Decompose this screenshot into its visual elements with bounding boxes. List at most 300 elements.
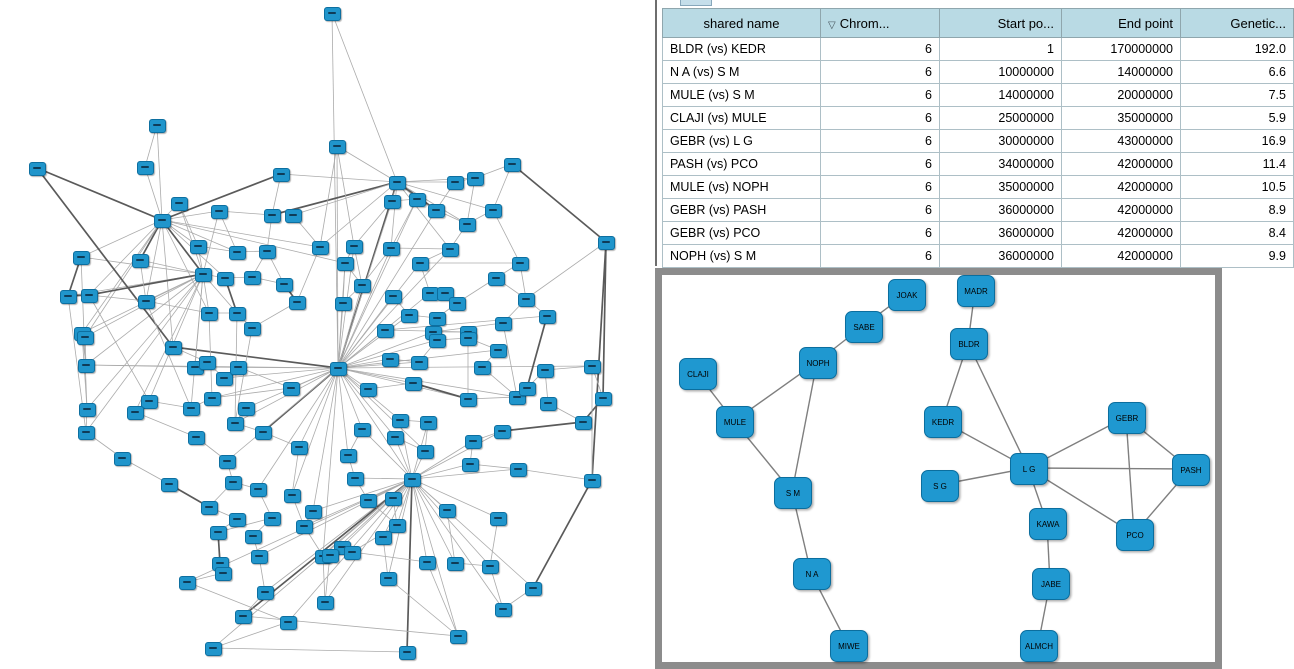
graph-node[interactable] bbox=[251, 550, 268, 564]
cell-value[interactable]: 10000000 bbox=[940, 61, 1062, 84]
graph-node[interactable] bbox=[312, 241, 329, 255]
graph-node[interactable] bbox=[257, 586, 274, 600]
graph-node[interactable] bbox=[950, 328, 988, 360]
graph-node-label bbox=[259, 431, 267, 433]
graph-node[interactable] bbox=[255, 426, 272, 440]
graph-node[interactable] bbox=[114, 452, 131, 466]
graph-node[interactable] bbox=[149, 119, 166, 133]
cell-value[interactable]: 36000000 bbox=[940, 245, 1062, 268]
cell-shared-name[interactable]: MULE (vs) NOPH bbox=[663, 176, 821, 199]
graph-node[interactable] bbox=[77, 331, 94, 345]
graph-node[interactable] bbox=[183, 402, 200, 416]
graph-node-label bbox=[387, 247, 395, 249]
graph-node-label bbox=[522, 298, 530, 300]
cell-value[interactable]: 20000000 bbox=[1062, 84, 1181, 107]
table-row[interactable] bbox=[663, 176, 1294, 199]
graph-node[interactable] bbox=[716, 406, 754, 438]
graph-node[interactable] bbox=[490, 512, 507, 526]
cell-value[interactable]: 16.9 bbox=[1181, 130, 1294, 153]
graph-node[interactable] bbox=[405, 377, 422, 391]
graph-node[interactable] bbox=[387, 431, 404, 445]
graph-node-label bbox=[393, 524, 401, 526]
column-header-chromosome[interactable] bbox=[821, 9, 940, 38]
graph-node[interactable] bbox=[389, 176, 406, 190]
graph-node[interactable] bbox=[347, 472, 364, 486]
graph-node-label bbox=[203, 361, 211, 363]
graph-node[interactable] bbox=[459, 218, 476, 232]
graph-node[interactable] bbox=[204, 392, 221, 406]
graph-node[interactable] bbox=[921, 470, 959, 502]
graph-node-label bbox=[523, 387, 531, 389]
graph-node-label bbox=[543, 315, 551, 317]
graph-node[interactable] bbox=[494, 425, 511, 439]
graph-node[interactable] bbox=[1032, 568, 1070, 600]
graph-node-label bbox=[463, 223, 471, 225]
graph-node[interactable] bbox=[259, 245, 276, 259]
graph-node[interactable] bbox=[199, 356, 216, 370]
graph-node-label bbox=[81, 336, 89, 338]
graph-node-label bbox=[409, 382, 417, 384]
graph-node[interactable] bbox=[201, 501, 218, 515]
graph-node-label bbox=[494, 517, 502, 519]
cell-shared-name[interactable]: N A (vs) S M bbox=[663, 61, 821, 84]
graph-node[interactable] bbox=[340, 449, 357, 463]
table-row[interactable] bbox=[663, 61, 1294, 84]
cell-shared-name[interactable]: NOPH (vs) S M bbox=[663, 245, 821, 268]
table-row[interactable] bbox=[663, 222, 1294, 245]
graph-node-label bbox=[268, 214, 276, 216]
graph-node[interactable] bbox=[195, 268, 212, 282]
cell-value[interactable]: 34000000 bbox=[940, 153, 1062, 176]
graph-node[interactable] bbox=[679, 358, 717, 390]
graph-node-label bbox=[403, 651, 411, 653]
graph-node[interactable] bbox=[385, 492, 402, 506]
graph-node-label bbox=[514, 468, 522, 470]
graph-node[interactable] bbox=[525, 582, 542, 596]
graph-node[interactable] bbox=[375, 531, 392, 545]
graph-node[interactable] bbox=[244, 322, 261, 336]
graph-node-label bbox=[471, 177, 479, 179]
graph-node[interactable] bbox=[229, 246, 246, 260]
graph-node[interactable] bbox=[354, 423, 371, 437]
cell-value[interactable]: 6 bbox=[821, 176, 940, 199]
graph-node-label bbox=[588, 479, 596, 481]
graph-node[interactable] bbox=[460, 332, 477, 346]
graph-node-label bbox=[494, 349, 502, 351]
graph-node[interactable] bbox=[285, 209, 302, 223]
graph-node[interactable] bbox=[219, 455, 236, 469]
cell-value[interactable]: 42000000 bbox=[1062, 199, 1181, 222]
graph-node[interactable] bbox=[280, 616, 297, 630]
graph-node[interactable] bbox=[1172, 454, 1210, 486]
graph-node-label bbox=[451, 562, 459, 564]
graph-node[interactable] bbox=[420, 416, 437, 430]
graph-node[interactable] bbox=[384, 195, 401, 209]
graph-node[interactable] bbox=[354, 279, 371, 293]
graph-node-label bbox=[118, 457, 126, 459]
cell-value[interactable]: 35000000 bbox=[1062, 107, 1181, 130]
graph-node-label bbox=[131, 411, 139, 413]
cell-value[interactable]: 36000000 bbox=[940, 222, 1062, 245]
graph-node[interactable] bbox=[1029, 508, 1067, 540]
graph-node[interactable] bbox=[450, 630, 467, 644]
graph-node[interactable] bbox=[284, 489, 301, 503]
graph-node[interactable] bbox=[78, 426, 95, 440]
graph-node[interactable] bbox=[190, 240, 207, 254]
graph-node[interactable] bbox=[335, 297, 352, 311]
graph-node[interactable] bbox=[201, 307, 218, 321]
graph-node-label bbox=[229, 481, 237, 483]
graph-node[interactable] bbox=[79, 403, 96, 417]
graph-node[interactable] bbox=[154, 214, 171, 228]
graph-node[interactable] bbox=[429, 312, 446, 326]
graph-node[interactable] bbox=[512, 257, 529, 271]
table-row[interactable] bbox=[663, 153, 1294, 176]
cell-value[interactable]: 25000000 bbox=[940, 107, 1062, 130]
graph-node-label: S M bbox=[785, 488, 801, 498]
graph-node-label bbox=[175, 202, 183, 204]
graph-node-label bbox=[489, 209, 497, 211]
graph-node[interactable] bbox=[490, 344, 507, 358]
graph-node-label bbox=[464, 337, 472, 339]
cell-shared-name[interactable]: GEBR (vs) PASH bbox=[663, 199, 821, 222]
graph-node-label bbox=[280, 283, 288, 285]
cell-value[interactable]: 42000000 bbox=[1062, 153, 1181, 176]
table-row[interactable] bbox=[663, 245, 1294, 268]
graph-node[interactable] bbox=[539, 310, 556, 324]
graph-node-label bbox=[464, 398, 472, 400]
cell-value[interactable]: 6 bbox=[821, 245, 940, 268]
cell-value[interactable]: 42000000 bbox=[1062, 176, 1181, 199]
cell-value[interactable]: 36000000 bbox=[940, 199, 1062, 222]
graph-node[interactable] bbox=[238, 402, 255, 416]
graph-node[interactable] bbox=[227, 417, 244, 431]
graph-node[interactable] bbox=[575, 416, 592, 430]
cell-value[interactable]: 6 bbox=[821, 153, 940, 176]
graph-node-label bbox=[389, 497, 397, 499]
graph-node-label bbox=[424, 421, 432, 423]
graph-node[interactable] bbox=[399, 646, 416, 660]
graph-node[interactable] bbox=[419, 556, 436, 570]
cell-value[interactable]: 6.6 bbox=[1181, 61, 1294, 84]
graph-node-label bbox=[478, 366, 486, 368]
graph-node[interactable] bbox=[537, 364, 554, 378]
graph-node-label bbox=[413, 198, 421, 200]
graph-node[interactable] bbox=[264, 512, 281, 526]
graph-node[interactable] bbox=[1020, 630, 1058, 662]
filtered-network-panel bbox=[655, 268, 1222, 669]
graph-node[interactable] bbox=[429, 334, 446, 348]
graph-node-label bbox=[231, 422, 239, 424]
table-row[interactable] bbox=[663, 38, 1294, 61]
graph-node[interactable] bbox=[793, 558, 831, 590]
cell-shared-name[interactable]: CLAJI (vs) MULE bbox=[663, 107, 821, 130]
filter-icon[interactable]: ▽ bbox=[828, 19, 836, 31]
graph-node-label bbox=[326, 554, 334, 556]
graph-node-label bbox=[191, 366, 199, 368]
graph-node[interactable] bbox=[584, 360, 601, 374]
cell-value[interactable]: 1 bbox=[940, 38, 1062, 61]
graph-node[interactable] bbox=[317, 596, 334, 610]
graph-node-label bbox=[194, 245, 202, 247]
graph-node[interactable] bbox=[495, 317, 512, 331]
column-header-genetic[interactable]: Genetic... bbox=[1181, 9, 1294, 38]
graph-node[interactable] bbox=[179, 576, 196, 590]
graph-node-label bbox=[33, 167, 41, 169]
graph-node[interactable] bbox=[337, 257, 354, 271]
graph-node-label bbox=[220, 377, 228, 379]
cell-value[interactable]: 14000000 bbox=[940, 84, 1062, 107]
graph-node[interactable] bbox=[1116, 519, 1154, 551]
graph-node[interactable] bbox=[482, 560, 499, 574]
column-header-shared-name[interactable]: shared name bbox=[663, 9, 821, 38]
graph-node[interactable] bbox=[383, 242, 400, 256]
cell-value[interactable]: 5.9 bbox=[1181, 107, 1294, 130]
cell-value[interactable]: 170000000 bbox=[1062, 38, 1181, 61]
graph-node[interactable] bbox=[296, 520, 313, 534]
graph-node[interactable] bbox=[467, 172, 484, 186]
graph-node[interactable] bbox=[132, 254, 149, 268]
graph-node-label bbox=[379, 536, 387, 538]
graph-node[interactable] bbox=[205, 642, 222, 656]
graph-node[interactable] bbox=[519, 382, 536, 396]
cell-value[interactable]: 8.4 bbox=[1181, 222, 1294, 245]
cell-value[interactable]: 9.9 bbox=[1181, 245, 1294, 268]
column-header-chromosome-label: Chrom... bbox=[839, 15, 890, 31]
column-header-end-point[interactable]: End point bbox=[1062, 9, 1181, 38]
graph-node-label bbox=[300, 525, 308, 527]
graph-node-label bbox=[421, 450, 429, 452]
graph-node[interactable] bbox=[244, 271, 261, 285]
graph-node[interactable] bbox=[510, 463, 527, 477]
graph-node[interactable] bbox=[439, 504, 456, 518]
graph-node[interactable] bbox=[485, 204, 502, 218]
graph-node[interactable] bbox=[389, 519, 406, 533]
table-row[interactable] bbox=[663, 84, 1294, 107]
graph-node-label bbox=[529, 587, 537, 589]
graph-node[interactable] bbox=[392, 414, 409, 428]
graph-node-label bbox=[350, 245, 358, 247]
graph-node[interactable] bbox=[377, 324, 394, 338]
graph-node[interactable] bbox=[217, 272, 234, 286]
graph-node[interactable] bbox=[188, 431, 205, 445]
graph-node[interactable] bbox=[540, 397, 557, 411]
table-row[interactable] bbox=[663, 199, 1294, 222]
graph-node[interactable] bbox=[291, 441, 308, 455]
graph-node-label bbox=[263, 250, 271, 252]
graph-node[interactable] bbox=[449, 297, 466, 311]
graph-node-label bbox=[443, 509, 451, 511]
graph-node[interactable] bbox=[584, 474, 601, 488]
graph-node[interactable] bbox=[380, 572, 397, 586]
graph-node[interactable] bbox=[289, 296, 306, 310]
graph-node[interactable] bbox=[138, 295, 155, 309]
graph-node[interactable] bbox=[924, 406, 962, 438]
graph-node-label bbox=[64, 295, 72, 297]
graph-node[interactable] bbox=[211, 205, 228, 219]
graph-node-label bbox=[142, 300, 150, 302]
graph-node[interactable] bbox=[229, 307, 246, 321]
cell-value[interactable]: 6 bbox=[821, 199, 940, 222]
cell-value[interactable]: 30000000 bbox=[940, 130, 1062, 153]
graph-node-label bbox=[388, 200, 396, 202]
cell-value[interactable]: 35000000 bbox=[940, 176, 1062, 199]
cell-value[interactable]: 6 bbox=[821, 130, 940, 153]
graph-node[interactable] bbox=[324, 7, 341, 21]
cell-value[interactable]: 11.4 bbox=[1181, 153, 1294, 176]
graph-node-label bbox=[579, 421, 587, 423]
graph-node[interactable] bbox=[595, 392, 612, 406]
graph-node[interactable] bbox=[888, 279, 926, 311]
graph-node-label bbox=[341, 262, 349, 264]
graph-node-label: MIWE bbox=[838, 641, 860, 651]
graph-node[interactable] bbox=[460, 393, 477, 407]
column-header-start-point[interactable]: Start po... bbox=[940, 9, 1062, 38]
cell-value[interactable]: 192.0 bbox=[1181, 38, 1294, 61]
graph-node[interactable] bbox=[518, 293, 535, 307]
graph-node-label bbox=[288, 494, 296, 496]
graph-node-label bbox=[358, 284, 366, 286]
graph-node-label bbox=[466, 463, 474, 465]
cell-shared-name[interactable]: GEBR (vs) L G bbox=[663, 130, 821, 153]
cell-value[interactable]: 6 bbox=[821, 84, 940, 107]
graph-node-label bbox=[77, 256, 85, 258]
graph-node[interactable] bbox=[385, 290, 402, 304]
graph-node[interactable] bbox=[417, 445, 434, 459]
graph-node-label bbox=[209, 647, 217, 649]
graph-node[interactable] bbox=[504, 158, 521, 172]
graph-node[interactable] bbox=[273, 168, 290, 182]
cell-value[interactable]: 42000000 bbox=[1062, 222, 1181, 245]
graph-node[interactable] bbox=[330, 362, 347, 376]
graph-node[interactable] bbox=[230, 361, 247, 375]
graph-node-label bbox=[223, 460, 231, 462]
graph-node[interactable] bbox=[78, 359, 95, 373]
cell-value[interactable]: 42000000 bbox=[1062, 245, 1181, 268]
cell-value[interactable]: 8.9 bbox=[1181, 199, 1294, 222]
graph-node[interactable] bbox=[495, 603, 512, 617]
graph-node[interactable] bbox=[409, 193, 426, 207]
table-toolbar-tab-partial[interactable] bbox=[680, 0, 712, 6]
graph-node-label bbox=[136, 259, 144, 261]
graph-node-label bbox=[451, 181, 459, 183]
graph-node-label bbox=[541, 369, 549, 371]
graph-node-label bbox=[239, 615, 247, 617]
graph-node[interactable] bbox=[830, 630, 868, 662]
graph-node[interactable] bbox=[235, 610, 252, 624]
graph-node[interactable] bbox=[411, 356, 428, 370]
graph-node-label: S G bbox=[933, 481, 947, 491]
graph-node[interactable] bbox=[428, 204, 445, 218]
graph-node[interactable] bbox=[360, 494, 377, 508]
cell-value[interactable]: 7.5 bbox=[1181, 84, 1294, 107]
graph-node[interactable] bbox=[29, 162, 46, 176]
cell-shared-name[interactable]: PASH (vs) PCO bbox=[663, 153, 821, 176]
cell-value[interactable]: 6 bbox=[821, 107, 940, 130]
graph-node[interactable] bbox=[127, 406, 144, 420]
graph-node[interactable] bbox=[329, 140, 346, 154]
graph-node[interactable] bbox=[264, 209, 281, 223]
graph-node[interactable] bbox=[774, 477, 812, 509]
cell-value[interactable]: 10.5 bbox=[1181, 176, 1294, 199]
graph-node[interactable] bbox=[276, 278, 293, 292]
graph-node[interactable] bbox=[165, 341, 182, 355]
graph-node[interactable] bbox=[404, 473, 421, 487]
graph-node-label bbox=[205, 506, 213, 508]
graph-node[interactable] bbox=[250, 483, 267, 497]
cell-value[interactable]: 6 bbox=[821, 38, 940, 61]
graph-node[interactable] bbox=[442, 243, 459, 257]
graph-node[interactable] bbox=[957, 275, 995, 307]
graph-node[interactable] bbox=[462, 458, 479, 472]
graph-node-label bbox=[82, 364, 90, 366]
graph-node[interactable] bbox=[210, 526, 227, 540]
graph-node[interactable] bbox=[137, 161, 154, 175]
graph-node[interactable] bbox=[447, 176, 464, 190]
graph-node[interactable] bbox=[322, 549, 339, 563]
graph-node[interactable] bbox=[1010, 453, 1048, 485]
graph-node-label bbox=[249, 535, 257, 537]
graph-node-label bbox=[415, 361, 423, 363]
graph-node-label bbox=[516, 262, 524, 264]
cell-shared-name[interactable]: GEBR (vs) PCO bbox=[663, 222, 821, 245]
graph-node[interactable] bbox=[215, 567, 232, 581]
graph-node[interactable] bbox=[382, 353, 399, 367]
table-row[interactable] bbox=[663, 130, 1294, 153]
cell-shared-name[interactable]: MULE (vs) S M bbox=[663, 84, 821, 107]
graph-node-label bbox=[255, 555, 263, 557]
graph-node[interactable] bbox=[60, 290, 77, 304]
graph-node-label bbox=[295, 446, 303, 448]
graph-node[interactable] bbox=[412, 257, 429, 271]
graph-node[interactable] bbox=[81, 289, 98, 303]
graph-node[interactable] bbox=[799, 347, 837, 379]
graph-node[interactable] bbox=[1108, 402, 1146, 434]
graph-node[interactable] bbox=[344, 546, 361, 560]
graph-node[interactable] bbox=[488, 272, 505, 286]
cell-value[interactable]: 14000000 bbox=[1062, 61, 1181, 84]
cell-shared-name[interactable]: BLDR (vs) KEDR bbox=[663, 38, 821, 61]
cell-value[interactable]: 43000000 bbox=[1062, 130, 1181, 153]
graph-node[interactable] bbox=[73, 251, 90, 265]
graph-node[interactable] bbox=[845, 311, 883, 343]
graph-node[interactable] bbox=[360, 383, 377, 397]
graph-node[interactable] bbox=[225, 476, 242, 490]
cell-value[interactable]: 6 bbox=[821, 222, 940, 245]
graph-node[interactable] bbox=[283, 382, 300, 396]
graph-node[interactable] bbox=[465, 435, 482, 449]
graph-node-label bbox=[153, 124, 161, 126]
table-row[interactable] bbox=[663, 107, 1294, 130]
graph-node[interactable] bbox=[305, 505, 322, 519]
graph-node[interactable] bbox=[161, 478, 178, 492]
graph-node[interactable] bbox=[447, 557, 464, 571]
graph-node-label bbox=[192, 436, 200, 438]
graph-node[interactable] bbox=[346, 240, 363, 254]
graph-node[interactable] bbox=[245, 530, 262, 544]
graph-node[interactable] bbox=[171, 197, 188, 211]
graph-node-label bbox=[498, 430, 506, 432]
graph-node[interactable] bbox=[229, 513, 246, 527]
graph-node[interactable] bbox=[474, 361, 491, 375]
cell-value[interactable]: 6 bbox=[821, 61, 940, 84]
graph-node[interactable] bbox=[598, 236, 615, 250]
graph-node-label bbox=[393, 181, 401, 183]
graph-node-label bbox=[145, 400, 153, 402]
graph-node-label bbox=[183, 581, 191, 583]
graph-node[interactable] bbox=[401, 309, 418, 323]
graph-node-label bbox=[205, 312, 213, 314]
